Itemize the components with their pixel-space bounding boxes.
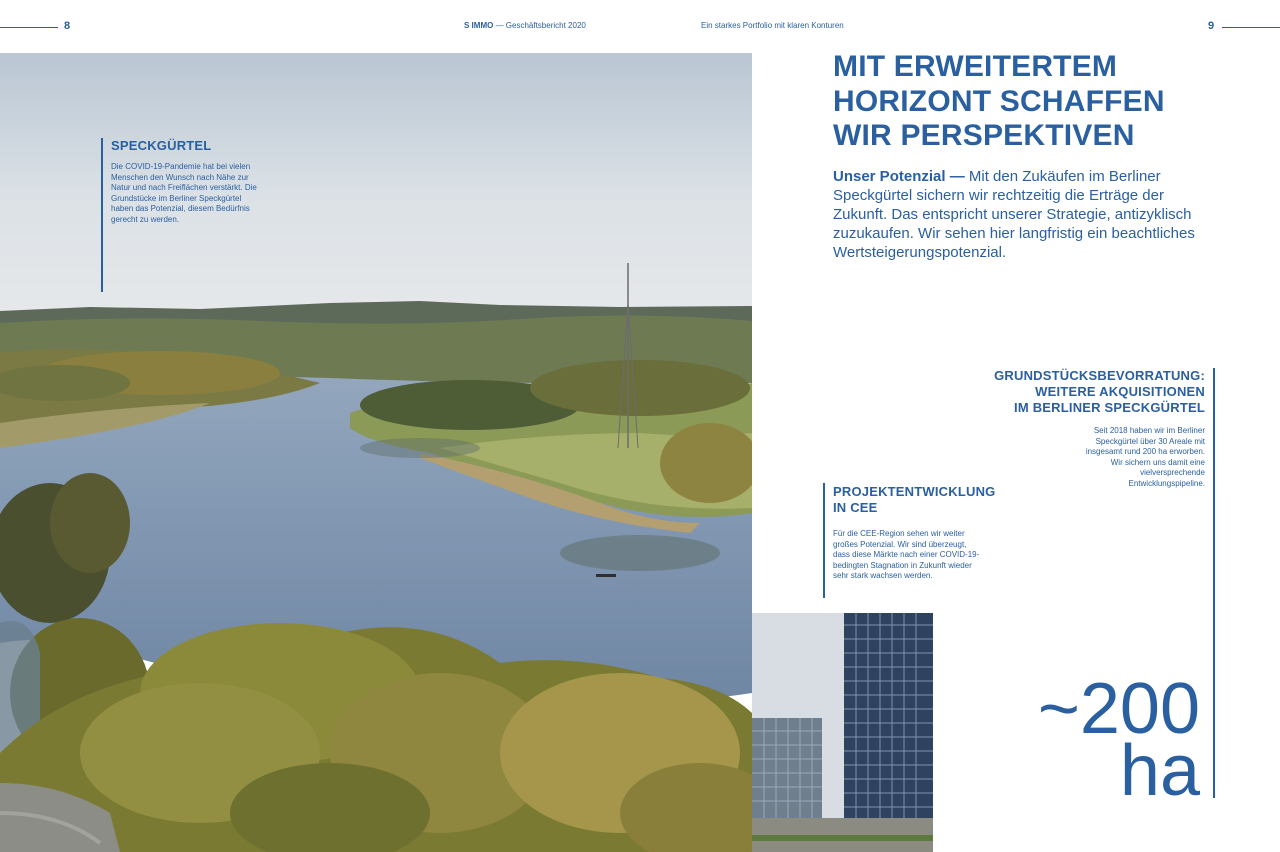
grundstueck-heading-line-1: GRUNDSTÜCKSBEVORRATUNG: [994,368,1205,383]
office-tower-photo [752,613,933,852]
header-rule-left [0,27,58,28]
speckguertel-heading: SPECKGÜRTEL [111,138,212,153]
grundstueck-text: Seit 2018 haben wir im Berliner Speckgürtel über 30 Areale mit insgesamt rund 200 ha erworben. Wir sichern uns damit eine vielversprechende Entwicklungspipeline. [1085,426,1205,488]
lead-paragraph [833,167,1203,262]
speckguertel-accent-bar [101,138,103,292]
publication-name: — Geschäftsbericht 2020 [493,21,586,30]
headline-line-1: MIT ERWEITERTEM [833,50,1118,83]
speckguertel-text: Die COVID-19-Pandemie hat bei vielen Menschen den Wunsch nach Nähe zur Natur und nach Freiflächen verstärkt. Die Grundstücke im Berliner Speckgürtel haben das Potenzial, diesem Bedürfnis gerecht zu werden. [111,162,257,224]
publication-title [464,21,586,30]
projekt-text: Für die CEE-Region sehen wir weiter großes Potenzial. Wir sind überzeugt, dass diese Märkte nach einer COVID-19-bedingten Stagnation in Zukunft wieder sehr stark wachsen werden. [833,529,980,580]
projekt-heading-line-2: IN CEE [833,500,878,515]
page-headline [833,50,1253,154]
projekt-heading-line-1: PROJEKTENTWICKLUNG [833,484,996,499]
grundstueck-heading-line-2: WEITERE AKQUISITIONEN [1035,384,1205,399]
chapter-title: Ein starkes Portfolio mit klaren Konturen [701,21,844,30]
key-figure [960,669,1200,811]
lead-text: Mit den Zukäufen im Berliner Speckgürtel sichern wir rechtzeitig die Erträge der Zukunft. Das entspricht unserer Strategie, antizyklisch zuzukaufen. Wir sehen hier langfristig ein beachtliches Wertsteigerungspotenzial. [833,168,1195,261]
header-rule-right [1222,27,1280,28]
page-number-left: 8 [64,20,71,32]
lead-label: Unser Potenzial — [833,168,965,185]
grundstueck-heading [940,368,1205,416]
publication-brand: S IMMO [464,21,494,30]
projekt-heading [833,484,1013,516]
grundstueck-heading-line-3: IM BERLINER SPECKGÜRTEL [1014,400,1205,415]
key-figure-unit: ha [1119,731,1200,811]
headline-line-2: HORIZONT SCHAFFEN [833,84,1165,118]
projekt-accent-bar [823,483,825,598]
headline-line-3: WIR PERSPEKTIVEN [833,119,1135,152]
key-figure-value: ~200 [1037,669,1200,749]
page-number-right: 9 [1208,20,1215,32]
grundstueck-accent-bar [1213,368,1215,798]
